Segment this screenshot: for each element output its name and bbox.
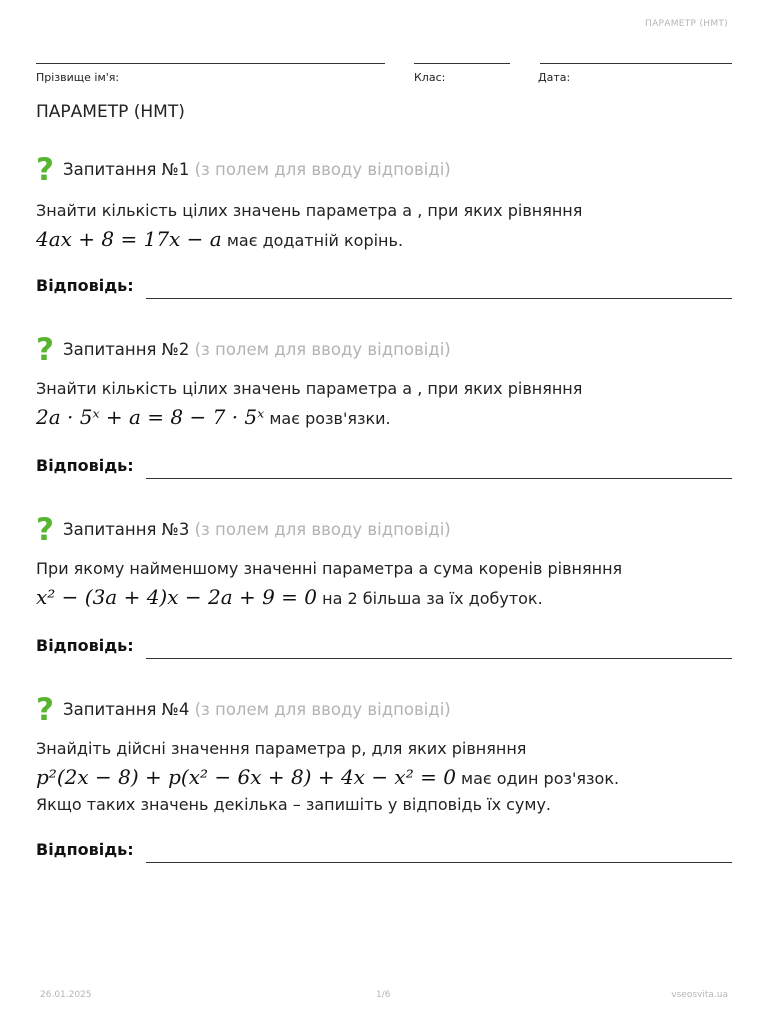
question-text [36,378,732,430]
question-hint: (з полем для вводу відповіді) [194,160,451,179]
question-title [63,520,451,539]
question-hint: (з полем для вводу відповіді) [194,520,451,539]
equation-suffix: на 2 більша за їх добуток. [322,589,543,608]
question-line: Знайдіть дійсні значення параметра p, для яких рівняння [36,739,527,758]
question-text [36,738,732,816]
question-mark-icon: ? [36,512,54,548]
answer-label: Відповідь: [36,276,134,295]
question-line: При якому найменшому значенні параметра а сума коренів рівняння [36,559,623,578]
running-header-title: ПАРАМЕТР (НМТ) [645,19,728,29]
question-number: Запитання №2 [63,340,190,359]
class-field-line[interactable] [414,63,510,64]
document-title: ПАРАМЕТР (НМТ) [36,102,185,122]
name-field-label: Прізвище ім'я: [36,71,120,84]
footer-date: 26.01.2025 [40,990,92,1000]
question-text [36,200,732,252]
answer-label: Відповідь: [36,840,134,859]
answer-input-line[interactable] [146,298,732,299]
date-field-label: Дата: [538,71,571,84]
answer-input-line[interactable] [146,862,732,863]
question-line-extra: Якщо таких значень декілька – запишіть у відповідь їх суму. [36,795,552,814]
question-2 [36,334,732,484]
equation-suffix: має один роз'язок. [461,769,620,788]
name-field-line[interactable] [36,63,385,64]
footer-page-number: 1/6 [376,990,391,1000]
answer-label: Відповідь: [36,456,134,475]
question-title [63,160,451,179]
equation-suffix: має розв'язки. [269,409,391,428]
question-mark-icon: ? [36,692,54,728]
question-3 [36,514,732,664]
footer-site[interactable]: vseosvita.ua [671,990,728,1000]
date-field-line[interactable] [540,63,732,64]
question-4 [36,694,732,869]
equation: 2a · 5ˣ + a = 8 − 7 · 5ˣ [36,405,265,429]
question-1 [36,154,732,304]
equation: x² − (3a + 4)x − 2a + 9 = 0 [36,585,318,609]
question-line: Знайти кількість цілих значень параметра а , при яких рівняння [36,201,583,220]
question-number: Запитання №1 [63,160,190,179]
question-title [63,700,451,719]
question-mark-icon: ? [36,152,54,188]
question-number: Запитання №3 [63,520,190,539]
question-line: Знайти кількість цілих значень параметра а , при яких рівняння [36,379,583,398]
class-field-label: Клас: [414,71,446,84]
equation: 4ax + 8 = 17x − a [36,227,222,251]
question-hint: (з полем для вводу відповіді) [194,340,451,359]
question-mark-icon: ? [36,332,54,368]
question-title [63,340,451,359]
answer-input-line[interactable] [146,658,732,659]
answer-input-line[interactable] [146,478,732,479]
equation-suffix: має додатній корінь. [226,231,404,250]
question-hint: (з полем для вводу відповіді) [194,700,451,719]
answer-label: Відповідь: [36,636,134,655]
equation: p²(2x − 8) + p(x² − 6x + 8) + 4x − x² = 0 [36,765,456,789]
question-text [36,558,732,610]
question-number: Запитання №4 [63,700,190,719]
